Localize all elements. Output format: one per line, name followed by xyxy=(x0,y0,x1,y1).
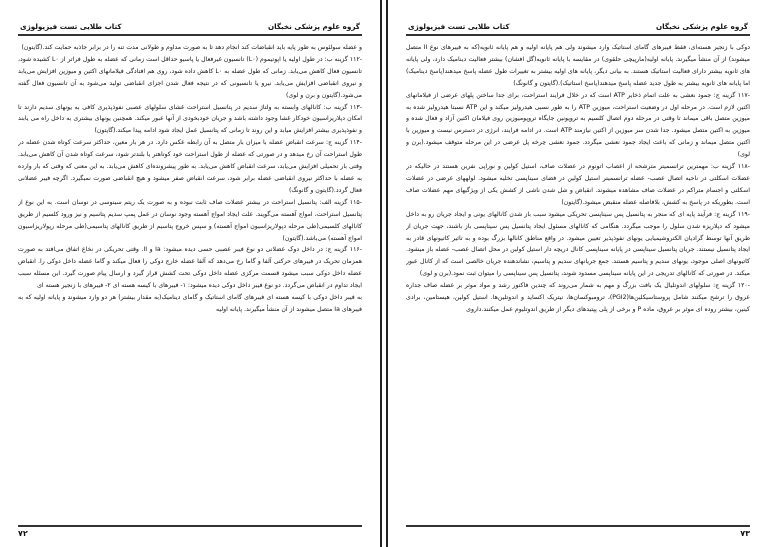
page-body xyxy=(18,42,362,510)
right-page xyxy=(388,0,768,547)
paragraph: و عضله سولئوس به طور پایه باید انقباضات کند انجام دهد تا به صورت مداوم و طولانی مدت تنه را در برابر جاذبه حمایت کند.(گایتون) xyxy=(21,44,362,51)
page-body xyxy=(406,42,750,510)
page-header xyxy=(406,18,750,36)
page-header xyxy=(18,18,362,36)
header-group-name: گروه علوم پزشکی نخبگان xyxy=(655,22,748,31)
paragraph: -۱۱۸ گزینه ب: مهمترین ترانسمیتر مترشحه از اعصاب اتونوم در عضلات صاف، استیل کولین و نوراپی نفرین هستند در حالیکه در عضلات اسکلتی در ناحیه اتصال عصب- عضله ترانسمیتر استیل کولین در فضای سیناپسی تخلیه میشود. لولههای عرضی در عضلات اسکلتی و اجسام متراکم در عضلات صاف مشاهده میشوند. انقباض و شل شدن ناشی از کشش یکی از ویژگیهای مهم عضلات صاف است. بطوریکه در پاسخ به کشش، بلافاصله عضله منقبض میشود.(گایتون) xyxy=(406,163,750,206)
paragraph: -۱۱۳ گزینه ب: کانالهای وابسته به ولتاژ سدیم در پتانسیل استراحت غشای سلولهای عصبی نفوذپذیری کافی به یونهای سدیم دارند تا امکان دپلاریزاسیون خودکار غشا وجود داشته باشد و جریان خودبخودی از آنها عبور میکند. همچنین یونهای بیشتری به داخل راه می یابند و نفوذپذیری بیشتر افزایش میابد و این روند تا زمانی که پتانسیل عمل ایجاد شود ادامه پیدا میکند.(گایتون) xyxy=(18,103,362,135)
paragraph: -۱۱۶ گزینه ج: در داخل دوک عضلانی دو نوع فیبر عصبی حسی دیده میشود: Ia و II. وقتی تحریکی در نخاع اتفاق می‌افتد به صورت همزمان تحریک در فیبرهای حرکتی آلفا و گاما رخ می‌دهد که آلفا عضله خارج دوکی را فعال میکند و گاما عضله داخل دوکی را. انقباض عضله داخل دوکی سبب میشود قسمت مرکزی عضله داخل دوکی تحت کشش قرار گیرد و ارسال پیام صورت گیرد. این مسئله سبب ایجاد تداوم در انقباض می‌گردد. دو نوع فیبر داخل دوکی دیده میشود: ۱- فیبرهای با کیسه هسته ای ۲- فیبرهای با زنجیر هسته ای xyxy=(18,246,362,290)
book-gutter xyxy=(380,0,388,547)
left-page xyxy=(0,0,380,547)
header-book-title: کتاب طلایی تست فیزیولوژی xyxy=(20,22,122,31)
header-group-name: گروه علوم پزشکی نخبگان xyxy=(267,22,360,31)
paragraph: -۱۱۵ گزینه الف: پتانسیل استراحت در بیشتر عضلات صاف ثابت نبوده و به صورت یک ریتم سینوسی در نوسان است. به این نوع از پتانسیل استراحت، امواج آهسته می‌گویند. علت ایجاد امواج آهسته وجود نوسان در عمل پمپ سدیم پتاسیم و نیز ورود کلسیم از طریق کانالهای کلسیمی(طی مرحله دپولاریزاسیون امواج آهسته) و سپس خروج پتاسیم از طریق کانالهای پتاسیمی(طی مرحله رپولاریزاسیون امواج آهسته) می‌باشد.(گایتون) xyxy=(18,198,362,242)
paragraph: -۱۱۴ گزینه ج: سرعت انقباض عضله با میزان بار متصل به آن رابطه عکس دارد. در هر بار معین، حداکثر سرعت کوتاه شدن عضله در طول استراحت آن رخ میدهد و در صورتی که عضله از طول استراحت خود کوتاهتر یا بلندتر شود، سرعت کوتاه شدن آن کاهش می‌یابد. وقتی بار تحمیلی افزایش می‌یابد، سرعت انقباض کاهش می‌یابد. به طور پیشرونده‌ای کاهش می‌یابد. به این معنی که وقتی که بار وارده به عضله با حداکثر نیروی انقباضی عضله برابر شود، سرعت انقباض صفر میشود و هیچ انقباضی صورت نمیگیرد. اگرچه فیبر عضلانی فعال گردد.(گایتون و گانونگ) xyxy=(18,139,362,194)
paragraph: دوکی با زنجیر هسته‌ای، فقط فیبرهای گامای استاتیک وارد میشوند ولی هم پایانه اولیه و هم پایانه ثانویه(که به فیبرهای نوع II متصل میشوند) از آن منشأ میگیرند. پایانه اولیه(مارپیچی حلقوی) در مقایسه با پایانه ثانویه(گل افشان) بیشتر فعالیت دینامیک دارد، ولی پایانه های ثانویه بیشتر دارای فعالیت استاتیک هستند. به بیانی دیگر، پایانه های اولیه بیشتر به تغییرات طول عضله پاسخ میدهند(پاسخ دینامیک) اما پایانه های ثانویه بیشتر به طول جدید عضله پاسخ میدهند(پاسخ استاتیک).(گایتون و گانونگ) xyxy=(406,44,750,87)
page-footer xyxy=(18,525,362,539)
header-book-title: کتاب طلایی تست فیزیولوژی xyxy=(408,22,510,31)
paragraph: -۱۱۲ گزینه ب: در طول اولیه یا اپوتیموم (L۰) تانسیون غیرفعال یا پاسیو حداقل است زمانی که عضله به طول فراتر از L۰ کشیده شود، تانسیون فعال کاهش می‌یابد. زمانی که طول عضله به L۰ کاهش داده شود، روی هم افتادگی فیلامانهای اکتین و میوزین افزایش می‌یابد و نیروی انقباضی افزایش می‌یابد. نیرو یا تانسیونی که در نتیجه فعال شدن اجزای انقباضی تولید می‌شود به آن تانسیون فعال گفته می‌شود.(گایتون و برن و لوی) xyxy=(18,55,362,99)
page-number: ۷۳ xyxy=(740,529,750,538)
paragraph: -۱۱۹ گزینه ج: فرآیند پایه ای که منجر به پتانسیل پس سیناپسی تحریکی میشود سبب باز شدن کانالهای یونی و ایجاد جریان رو به داخل میشود که دپلاریزه شدن سلول را موجب میگردد. هنگامی که کانالهای مسئول ایجاد پتانسیل پس سیناپسی باز باشند، جهت جریان از طریق آنها توسط گرادیان الکتروشیمیایی یونهای نفوذپذیر تعیین میشود. در واقع مناطق کانالها بزرگ بوده و به تاثیر کاتیونهای قادر به ایجاد پتانسیل نیستند. جریان پتانسیل سیناپسی در پایانه سیناپسی کانال دریچه دار استیل کولین در محل اتصال عصب- عضله باز میشود. کاتیونهای اصلی موجود، یونهای سدیم و پتاسیم هستند. جمع جریانهای سدیم و پتاسیم، نشاندهنده جریان خالصی است که از کانال عبور میکند. در صورتی که کانالهای تدریجی در این پایانه سیناپسی مسدود شوند، پتانسیل پس سیناپسی را میتوان ثبت نمود.(برن و لوی) xyxy=(406,210,750,278)
page-footer xyxy=(406,525,750,539)
paragraph: -۱۲۰ گزینه ج: سلولهای اندوتلیال یک بافت بزرگ و مهم به شمار می‌روند که چندین فاکتور رشد و مواد موثر بر عضله صاف جداره عروق را ترشح میکنند شامل پروستاسیکلین‌ها(PGI2)، ترومبوکسان‌ها، نیتریک اکساید و اندوتلین‌ها. استیل کولین، هیستامین، برادی کینین، بیشتر روده ای موثر بر عروق، ماده P و برخی از پلی پپتیدهای دیگر از طریق اندوتلیوم عمل میکنند.داروی xyxy=(406,282,750,313)
page-number: ۷۲ xyxy=(18,529,28,538)
paragraph: -۱۱۷ گزینه ج: جمود نعشی به علت اتمام ذخایر ATP است که در خلال فرایند استراحت، برای جدا ساختن پلهای عرضی از فیلامانهای اکتین لازم است. در مرحله اول در وضعیت استراحت، میوزین ATP را به طور نسبی هیدرولیز میکند و این ATP نسبتا هیدرولیز شده به میوزین متصل باقی میماند تا وقتی در مرحله دوم اتصال کلسیم به تروپونین جایگاه تروپومیوزین روی فیلامان اکتین آزاد و فعال شده و میوزین به اکتین متصل میشود. جدا شدن سر میوزین از اکتین نیازمند ATP است. در ادامه فرایند، انرژی در دسترس نیست و میوزین با اکتین متصل میماند و زمانی که باعث ایجاد جمود نعشی میگردد. جمود نعشی چرخه پل عرضی در این مرحله متوقف میشود.(برن و لوی) xyxy=(406,91,750,159)
paragraph: به فیبر داخل دوکی با کیسه هسته ای فیبرهای گامای استاتیک و گامای دینامیک(به مقدار بیشتر) هر دو وارد میشوند و پایانه اولیه که به فیبرهای Ia متصل میشوند از آن منشأ میگیرند. پایانه اولیه xyxy=(18,294,362,313)
